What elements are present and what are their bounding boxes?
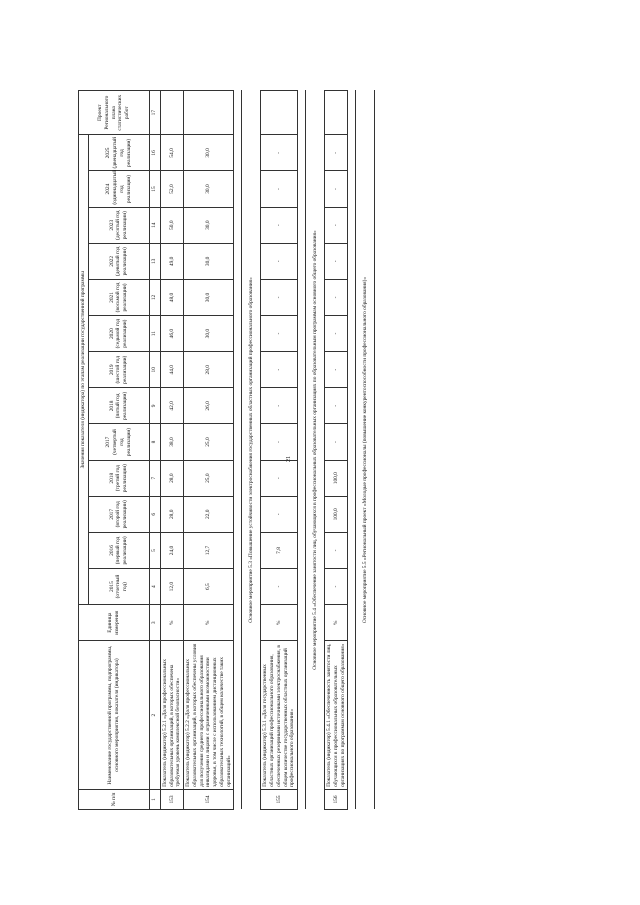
header-year-sub: (седьмой год реализации)	[115, 318, 129, 349]
value-cell: 28,0	[160, 496, 183, 532]
value-cell: -	[261, 135, 298, 171]
unit-cell: %	[325, 605, 348, 641]
unit-cell: %	[184, 605, 234, 641]
column-number: 5	[149, 532, 160, 568]
header-year-value: 2017	[105, 436, 112, 448]
header-year-sub: (третий год реализации)	[115, 464, 129, 493]
table-row	[261, 91, 298, 810]
section-title: Основное мероприятие 5.3 «Повышение устойчивости электроснабжения государственных областных организаций профессионального образования»	[242, 91, 261, 810]
value-cell: -	[325, 135, 348, 171]
section-spacer	[234, 91, 242, 810]
value-cell: 100,0	[325, 460, 348, 496]
column-number: 3	[149, 605, 160, 641]
value-cell: 28,0	[184, 352, 234, 388]
unit-cell: %	[261, 605, 298, 641]
value-cell: 30,0	[184, 316, 234, 352]
header-unit: Единица измерения	[79, 605, 150, 641]
value-cell: -	[325, 316, 348, 352]
header-year-sub: (одиннадцатый год реализации)	[112, 169, 132, 205]
value-cell: -	[325, 532, 348, 568]
header-year	[88, 460, 149, 496]
header-year	[88, 243, 149, 279]
value-cell: -	[325, 352, 348, 388]
value-cell: 24,0	[160, 532, 183, 568]
value-cell: 42,0	[160, 388, 183, 424]
header-year	[88, 171, 149, 207]
value-cell: -	[261, 460, 298, 496]
section-row	[242, 91, 261, 810]
indicators-table	[78, 90, 375, 810]
section-spacer	[348, 91, 356, 810]
value-cell: -	[325, 569, 348, 605]
value-cell: 30,0	[184, 243, 234, 279]
value-cell: 12,7	[184, 532, 234, 568]
column-number: 4	[149, 569, 160, 605]
header-year	[88, 424, 149, 460]
header-year-value: 2016	[108, 545, 115, 556]
value-cell: -	[325, 243, 348, 279]
header-year-sub: (четвертый год реализации)	[112, 427, 132, 457]
value-cell: -	[325, 279, 348, 315]
value-cell: 25,0	[184, 424, 234, 460]
header-year-value: 2023	[108, 219, 115, 231]
column-number: 13	[149, 243, 160, 279]
header-year-sub: (двенадцатый год реализации)	[112, 137, 132, 169]
row-number: 153	[160, 789, 183, 809]
table-row	[160, 91, 183, 810]
value-cell: 25,0	[184, 460, 234, 496]
value-cell: 26,0	[184, 388, 234, 424]
section-title: Основное мероприятие 5.5 «Региональный проект «Молодые профессионалы (повышение конкурентоспособности профессионального образования)»	[356, 91, 375, 810]
header-year-sub: (первый год реализации)	[115, 536, 129, 565]
column-number: 15	[149, 171, 160, 207]
header-year-sub: (второй год реализации)	[115, 500, 129, 529]
value-cell: 44,0	[160, 352, 183, 388]
value-cell: 30,0	[184, 207, 234, 243]
value-cell: -	[261, 569, 298, 605]
row-number: 156	[325, 789, 348, 809]
header-project: Проект Регионального плана статистических работ	[79, 91, 150, 135]
value-cell: -	[325, 424, 348, 460]
header-year-value: 2021	[108, 292, 115, 303]
indicator-name: Показатель (индикатор) 5.2.2 «Доля профессиональных образовательных организаций, в которых обеспечены условия для получения среднего профессионального образования инвалидами и лицами с ограниченными возможностями здоровья, в том числе с использованием дистанционных образовательных технологий, в общем количестве таких организаций»	[184, 641, 234, 790]
unit-cell: %	[160, 605, 183, 641]
value-cell: 48,0	[160, 279, 183, 315]
value-cell: -	[325, 171, 348, 207]
value-cell: 49,0	[160, 243, 183, 279]
header-year-value: 2017	[108, 508, 115, 520]
column-number: 9	[149, 388, 160, 424]
indicator-name: Показатель (индикатор) 5.2.1 «Доля профессиональных образовательных организаций, в которых обеспечена требуемая уровень комплексной безопасности»	[160, 641, 183, 790]
row-number: 154	[184, 789, 234, 809]
header-year-sub: (девятый год реализации)	[115, 246, 129, 277]
project-cell	[325, 91, 348, 135]
value-cell: 100,0	[325, 496, 348, 532]
header-group: Значения показателя (индикатора) по этапам реализации государственной программы	[79, 135, 89, 605]
header-year-value: 2015	[108, 581, 115, 592]
column-number: 8	[149, 424, 160, 460]
header-year-value: 2025	[105, 147, 112, 159]
header-year	[88, 532, 149, 568]
column-number: 6	[149, 496, 160, 532]
value-cell: 28,0	[160, 460, 183, 496]
header-year	[88, 207, 149, 243]
value-cell: -	[261, 171, 298, 207]
header-year	[88, 496, 149, 532]
value-cell: 22,0	[184, 496, 234, 532]
value-cell: -	[261, 424, 298, 460]
header-year-sub: (отчетный год)	[115, 574, 129, 599]
value-cell: 30,0	[184, 279, 234, 315]
column-number: 17	[149, 91, 160, 135]
value-cell: -	[261, 496, 298, 532]
header-year-sub: (шестой год реализации)	[115, 355, 129, 384]
column-number: 1	[149, 789, 160, 809]
value-cell: -	[261, 243, 298, 279]
project-cell	[261, 91, 298, 135]
header-year	[88, 279, 149, 315]
value-cell: 30,0	[184, 171, 234, 207]
header-year-value: 2018	[108, 472, 115, 484]
spacer-cell	[298, 91, 306, 810]
header-year	[88, 569, 149, 605]
header-year-sub: (десятый год реализации)	[115, 210, 129, 240]
value-cell: -	[261, 207, 298, 243]
column-number: 10	[149, 352, 160, 388]
column-number: 16	[149, 135, 160, 171]
value-cell: 46,0	[160, 316, 183, 352]
header-year-sub: (восьмой год реализации)	[115, 282, 129, 313]
table-row	[184, 91, 234, 810]
column-number: 11	[149, 316, 160, 352]
spacer-cell	[348, 91, 356, 810]
value-cell: 54,0	[160, 135, 183, 171]
column-number: 14	[149, 207, 160, 243]
value-cell: 52,0	[160, 171, 183, 207]
value-cell: 30,0	[184, 135, 234, 171]
value-cell: -	[261, 316, 298, 352]
value-cell: -	[325, 388, 348, 424]
project-cell	[184, 91, 234, 135]
spacer-cell	[234, 91, 242, 810]
row-number: 155	[261, 789, 298, 809]
header-year-value: 2020	[108, 328, 115, 340]
value-cell: 7,8	[261, 532, 298, 568]
header-year	[88, 352, 149, 388]
header-year-sub: (пятый год реализации)	[115, 391, 129, 420]
value-cell: -	[261, 388, 298, 424]
header-year-value: 2024	[105, 183, 112, 195]
value-cell: 6,5	[184, 569, 234, 605]
header-year	[88, 316, 149, 352]
value-cell: 50,0	[160, 207, 183, 243]
column-number: 12	[149, 279, 160, 315]
header-num: № п/п	[79, 789, 150, 809]
page-number: 21	[286, 456, 292, 462]
project-cell	[160, 91, 183, 135]
rotated-table-container	[78, 90, 583, 810]
value-cell: -	[261, 352, 298, 388]
header-year	[88, 388, 149, 424]
value-cell: -	[261, 279, 298, 315]
header-year-value: 2022	[108, 255, 115, 267]
value-cell: 12,0	[160, 569, 183, 605]
section-title: Основное мероприятие 5.4 «Обеспечение занятости лиц, обучающихся в профессиональных образовательных организациях по образовательным программам основного общего образования»	[306, 91, 325, 810]
section-row	[356, 91, 375, 810]
column-number: 7	[149, 460, 160, 496]
value-cell: -	[325, 207, 348, 243]
header-year	[88, 135, 149, 171]
indicator-name: Показатель (индикатор) 5.4.1 «Обеспеченность занятости лиц, обучающихся в профессиональных образовательных организациях по программам основного общего образования»	[325, 641, 348, 790]
value-cell: 38,0	[160, 424, 183, 460]
indicator-name: Показатель (индикатор) 5.3.1 «Доля государственных областных организаций профессионального образования, обеспеченных резервными источниками электроснабжения, в общем количестве государственных областных организаций профессионального образования»	[261, 641, 298, 790]
section-row	[306, 91, 325, 810]
header-name: Наименование государственной программы, подпрограммы, основного мероприятия, показателя (индикатора)	[79, 641, 150, 790]
section-spacer	[298, 91, 306, 810]
header-year-value: 2018	[108, 400, 115, 412]
column-number: 2	[149, 641, 160, 790]
table-row	[325, 91, 348, 810]
header-year-value: 2019	[108, 364, 115, 376]
